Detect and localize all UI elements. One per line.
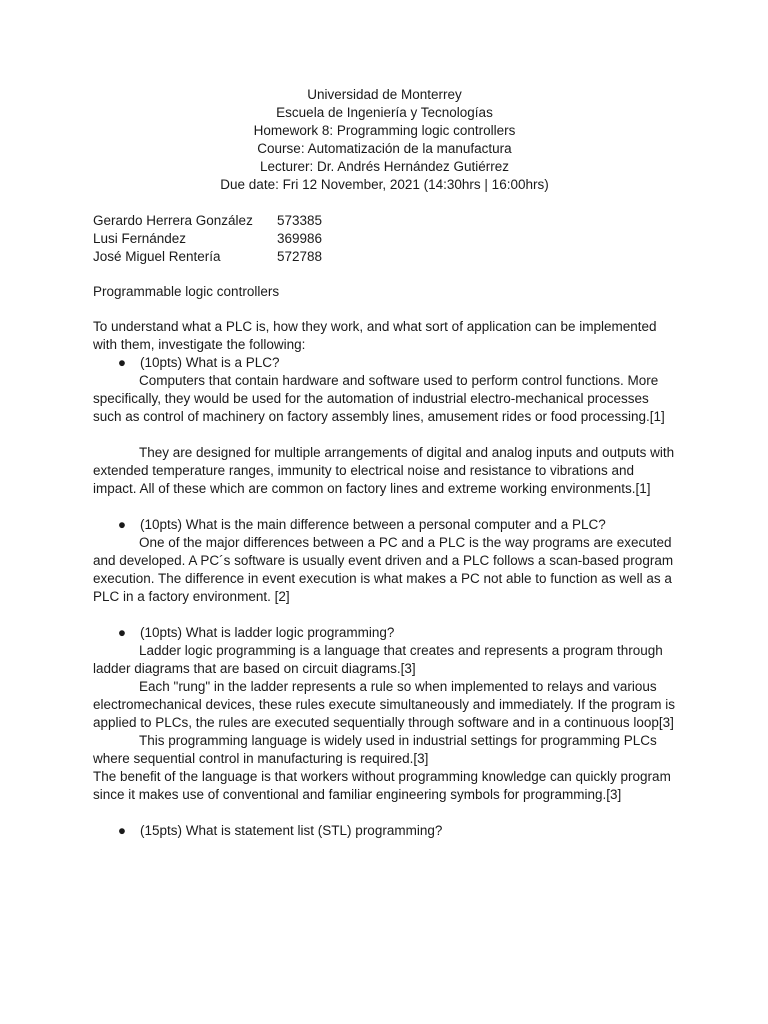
- author-id: 572788: [277, 249, 323, 264]
- bullet-icon: ●: [117, 355, 126, 370]
- author-name: José Miguel Rentería: [93, 249, 221, 264]
- course-name: Course: Automatización de la manufactura: [257, 141, 512, 156]
- answer-paragraph: Ladder logic programming is a language that creates and represents a program through ladder diagrams that are based on circuit diagrams.[3]: [93, 643, 663, 676]
- author-row: [93, 212, 676, 230]
- document-header: [93, 86, 676, 194]
- intro-paragraph: To understand what a PLC is, how they work, and what sort of application can be implemented with them, investigate the following:: [93, 319, 657, 352]
- author-id: 369986: [277, 231, 323, 246]
- answer-paragraph: They are designed for multiple arrangements of digital and analog inputs and outputs with extended temperature ranges, immunity to electrical noise and resistance to vibrations and impact. All of these which are common on factory lines and extreme working environments.[1]: [93, 445, 675, 496]
- question-text: (10pts) What is the main difference between a personal computer and a PLC?: [140, 517, 606, 532]
- question-text: (10pts) What is ladder logic programming?: [140, 625, 395, 640]
- university-name: Universidad de Monterrey: [307, 87, 462, 102]
- question-text: (10pts) What is a PLC?: [140, 355, 280, 370]
- due-date: Due date: Fri 12 November, 2021 (14:30hrs | 16:00hrs): [220, 177, 549, 192]
- answer-paragraph: One of the major differences between a PC and a PLC is the way programs are executed and developed. A PC´s software is usually event driven and a PLC follows a scan-based program execution. The difference in event execution is what makes a PC not able to function as well as a PLC in a factory environment. [2]: [93, 535, 674, 604]
- author-name: Gerardo Herrera González: [93, 213, 253, 228]
- question-item: [93, 516, 676, 624]
- answer-paragraph: Each "rung" in the ladder represents a rule so when implemented to relays and various electromechanical devices, these rules execute simultaneously and immediately. If the program is applied to PLCs, the rules are executed sequentially through software and in a continuous loop[3]: [93, 679, 676, 730]
- answer-paragraph: Computers that contain hardware and software used to perform control functions. More specifically, they would be used for the automation of industrial electro-mechanical processes such as control of machinery on factory assembly lines, amusement rides or food processing.[1]: [93, 373, 665, 424]
- bullet-icon: ●: [117, 517, 126, 532]
- author-row: [93, 230, 676, 248]
- question-text: (15pts) What is statement list (STL) programming?: [140, 823, 443, 838]
- answer-paragraph: The benefit of the language is that workers without programming knowledge can quickly program since it makes use of conventional and familiar engineering symbols for programming.[3]: [93, 769, 671, 802]
- question-item: [93, 354, 676, 516]
- question-heading: [93, 354, 676, 372]
- bullet-icon: ●: [117, 625, 126, 640]
- question-heading: [93, 822, 676, 840]
- question-item: [93, 624, 676, 822]
- homework-title: Homework 8: Programming logic controllers: [253, 123, 516, 138]
- author-row: [93, 248, 676, 266]
- question-heading: [93, 624, 676, 642]
- question-list: [93, 354, 676, 840]
- question-item: [93, 822, 676, 840]
- author-list: [93, 212, 676, 266]
- question-heading: [93, 516, 676, 534]
- author-id: 573385: [277, 213, 323, 228]
- author-name: Lusi Fernández: [93, 231, 187, 246]
- school-name: Escuela de Ingeniería y Tecnologías: [276, 105, 493, 120]
- lecturer-name: Lecturer: Dr. Andrés Hernández Gutiérrez: [259, 159, 510, 174]
- section-title: Programmable logic controllers: [93, 284, 280, 299]
- bullet-icon: ●: [117, 823, 126, 838]
- answer-paragraph: This programming language is widely used in industrial settings for programming PLCs where sequential control in manufacturing is required.[3]: [93, 733, 657, 766]
